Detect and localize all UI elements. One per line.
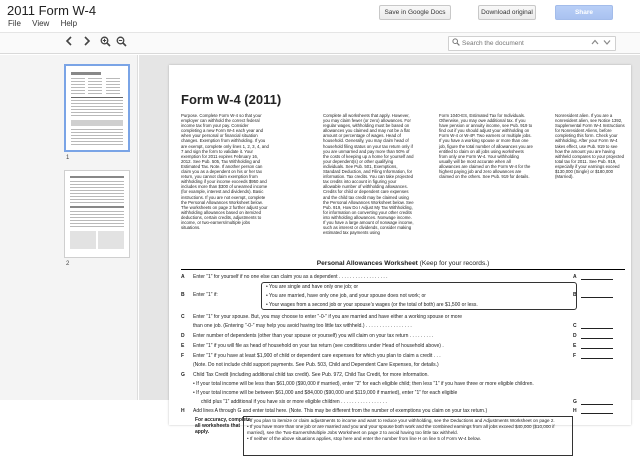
- instructions-column-4: Nonresident alien. If you are a nonresident alien, see Notice 1392, Supplemental Form W-4 Instructions for Nonresident Aliens, before completing this form. Check your withholding. After your Form W-4 takes effect, use Pub. 919 to see how the amount you are having withheld compares to your projected total tax for 2011. See Pub. 919, especially if your earnings exceed $130,000 (Single) or $180,000 (Married).: [555, 113, 625, 180]
- worksheet-line-h: [181, 407, 625, 416]
- line-letter: B: [181, 292, 185, 298]
- line-b-option: • You are single and have only one job; or: [266, 284, 359, 290]
- line-h-conditions-box: [243, 416, 573, 456]
- worksheet-subtitle: (Keep for your records.): [417, 260, 490, 267]
- instructions-column-2: Complete all worksheets that apply. However, you may claim fewer (or zero) allowances. For regular wages, withholding must be based on allowances you claimed and may not be a flat amount or percentage of wages. Head of household. Generally, you may claim head of household filing status on your tax return only if you are unmarried and pay more than 50% of the costs of keeping up a home for yourself and your dependent(s) or other qualifying individuals. See Pub. 501, Exemptions, Standard Deduction, and Filing Information, for information. Tax credits. You can take projected tax credits into account in figuring your allowable number of withholding allowances. Credits for child or dependent care expenses and the child tax credit may be claimed using the Personal Allowances Worksheet below. See Pub. 919, How Do I Adjust My Tax Withholding, for information on converting your other credits into withholding allowances. Nonwage income. If you have a large amount of nonwage income, such as interest or dividends, consider making estimated tax payments using: [323, 113, 414, 236]
- menu-help[interactable]: Help: [60, 19, 78, 28]
- chevron-down-icon[interactable]: [603, 38, 611, 48]
- search-input[interactable]: [462, 38, 580, 49]
- line-text: Enter “1” if you have at least $1,900 of child or dependent care expenses for which you plan to claim a credit . . .: [193, 353, 441, 359]
- chevron-right-icon[interactable]: [80, 36, 94, 50]
- page-thumbnail-sidebar: [0, 55, 138, 400]
- line-letter: H: [181, 408, 185, 414]
- line-text: Child Tax Credit (including additional child tax credit). See Pub. 972, Child Tax Credit, for more information.: [193, 372, 429, 378]
- line-text: child plus “1” additional if you have six or more eligible children . . . . . . . . . . . . . . . . .: [201, 399, 387, 405]
- worksheet-line-g-option-1: [181, 380, 625, 389]
- line-text: than one job. (Entering “-0-” may help you avoid having too little tax withheld.) . . . . . . . . . . . . . . . . .: [193, 323, 412, 329]
- worksheet-line-g: [181, 371, 625, 380]
- line-text: Add lines A through G and enter total here. (Note. This may be different from the number of exemptions you claim on your tax return.): [193, 408, 488, 414]
- worksheet-line-a: [181, 273, 625, 282]
- line-h-label: For accuracy, complete all worksheets that apply.: [195, 417, 251, 435]
- chevron-left-icon[interactable]: [62, 36, 76, 50]
- save-in-google-docs-button[interactable]: Save in Google Docs: [379, 5, 451, 20]
- instructions-column-3: Form 1040-ES, Estimated Tax for Individuals. Otherwise, you may owe additional tax. If you have pension or annuity income, see Pub. 919 to find out if you should adjust your withholding on Form W-4 or W-4P. Two earners or multiple jobs. If you have a working spouse or more than one job, figure the total number of allowances you are entitled to claim on all jobs using worksheets from only one Form W-4. Your withholding usually will be most accurate when all allowances are claimed on the Form W-4 for the highest paying job and zero allowances are claimed on the others. See Pub. 919 for details.: [439, 113, 533, 180]
- search-box: [448, 36, 616, 51]
- document-viewer[interactable]: [139, 55, 640, 441]
- line-b-option: • You are married, have only one job, and your spouse does not work; or: [266, 293, 426, 299]
- share-button[interactable]: Share: [555, 5, 613, 20]
- worksheet-line-g-option-2: [181, 389, 625, 398]
- worksheet-line-c: [181, 313, 625, 322]
- line-h-option: • If you plan to itemize or claim adjustments to income and want to reduce your withholding, see the Deductions and Adjustments Worksheet on page 2.: [247, 418, 555, 423]
- line-b-option: • Your wages from a second job or your spouse’s wages (or the total of both) are $1,500 or less.: [266, 302, 478, 308]
- line-right-letter: G: [573, 399, 577, 405]
- menu-bar: [8, 19, 86, 28]
- zoom-in-icon[interactable]: [98, 36, 112, 50]
- line-right-letter: H: [573, 408, 577, 414]
- worksheet-line-d: [181, 332, 625, 341]
- line-entry-field[interactable]: [581, 338, 613, 339]
- page-thumbnail-label-2: 2: [66, 261, 70, 267]
- line-letter: E: [181, 343, 185, 349]
- line-letter: A: [181, 274, 185, 280]
- line-right-letter: C: [573, 323, 577, 329]
- line-letter: C: [181, 314, 185, 320]
- worksheet-line-f: [181, 352, 625, 361]
- line-entry-field[interactable]: [581, 358, 613, 359]
- line-right-letter: A: [573, 274, 577, 280]
- line-letter: G: [181, 372, 185, 378]
- line-text: Enter “1” if:: [193, 292, 218, 298]
- document-title: 2011 Form W-4: [7, 3, 97, 18]
- line-entry-field[interactable]: [581, 404, 613, 405]
- download-original-button[interactable]: Download original: [478, 5, 536, 20]
- form-title: Form W-4 (2011): [181, 92, 282, 107]
- top-bar: [0, 0, 640, 32]
- line-h-option: • If neither of the above situations applies, stop here and enter the number from line H on line 5 of Form W-4 below.: [247, 436, 481, 441]
- toolbar: [0, 32, 640, 54]
- line-h-option: • If you have more than one job or are married and you and your spouse both work and the combined earnings from all jobs exceed $40,000 ($10,000 if married), see the Two-Earners/Multiple Jobs Worksheet on page 2 to avoid having too little tax withheld.: [247, 424, 555, 435]
- line-right-letter: B: [573, 292, 577, 298]
- line-entry-field[interactable]: [581, 348, 613, 349]
- line-text: Enter “1” if you will file as head of household on your tax return (see conditions under Head of household above) .: [193, 343, 444, 349]
- menu-file[interactable]: File: [8, 19, 21, 28]
- line-text: • If your total income will be between $61,000 and $84,000 ($90,000 and $119,000 if married), enter “1” for each eligible: [193, 390, 458, 396]
- worksheet-title-text: Personal Allowances Worksheet: [316, 260, 418, 267]
- menu-view[interactable]: View: [32, 19, 50, 28]
- instructions-column-1: Purpose. Complete Form W-4 so that your employer can withhold the correct federal income tax from your pay. Consider completing a new Form W-4 each year and when your personal or financial situation changes. Exemption from withholding. If you are exempt, complete only lines 1, 2, 3, 4, and 7 and sign the form to validate it. Your exemption for 2011 expires February 16, 2012. See Pub. 505, Tax Withholding and Estimated Tax. Note. If another person can claim you as a dependent on his or her tax return, you cannot claim exemption from withholding if your income exceeds $950 and includes more than $300 of unearned income (for example, interest and dividends). Basic instructions. If you are not exempt, complete the Personal Allowances Worksheet below. The worksheets on page 2 further adjust your withholding allowances based on itemized deductions, certain credits, adjustments to income, or two-earners/multiple jobs situations.: [181, 113, 269, 231]
- chevron-up-icon[interactable]: [591, 38, 599, 48]
- page-thumbnail-1[interactable]: [64, 64, 130, 152]
- line-letter: D: [181, 333, 185, 339]
- document-page: [169, 65, 631, 441]
- line-entry-field[interactable]: [581, 297, 613, 298]
- line-entry-field[interactable]: [581, 279, 613, 280]
- page-thumbnail-2[interactable]: [64, 170, 130, 258]
- line-text: Enter “1” for yourself if no one else can claim you as a dependent . . . . . . . . . . . . . . . . . .: [193, 274, 388, 280]
- line-entry-field[interactable]: [581, 328, 613, 329]
- page-thumbnail-label-1: 1: [66, 155, 70, 161]
- line-letter: F: [181, 353, 185, 359]
- worksheet-line-g-cont: [181, 398, 625, 407]
- line-text: • If your total income will be less than $61,000 ($90,000 if married), enter “2” for each eligible child; then less “1” if you have three or more eligible children.: [193, 381, 534, 387]
- line-right-letter: F: [573, 353, 577, 359]
- zoom-out-icon[interactable]: [114, 36, 128, 50]
- line-text: (Note. Do not include child support payments. See Pub. 503, Child and Dependent Care Expenses, for details.): [193, 362, 439, 368]
- line-right-letter: E: [573, 343, 577, 349]
- line-text: Enter number of dependents (other than your spouse or yourself) you will claim on your tax return . . . . . . . . .: [193, 333, 434, 339]
- worksheet-title: [181, 260, 625, 270]
- line-entry-field[interactable]: [581, 413, 613, 414]
- line-right-letter: D: [573, 333, 577, 339]
- worksheet-line-e: [181, 342, 625, 351]
- line-b-conditions-box: [261, 282, 577, 310]
- search-icon: [452, 38, 460, 48]
- worksheet-line-c-cont: [181, 322, 625, 331]
- line-text: Enter “1” for your spouse. But, you may choose to enter “-0-” if you are married and have either a working spouse or more: [193, 314, 463, 320]
- worksheet-line-f-note: [181, 361, 625, 370]
